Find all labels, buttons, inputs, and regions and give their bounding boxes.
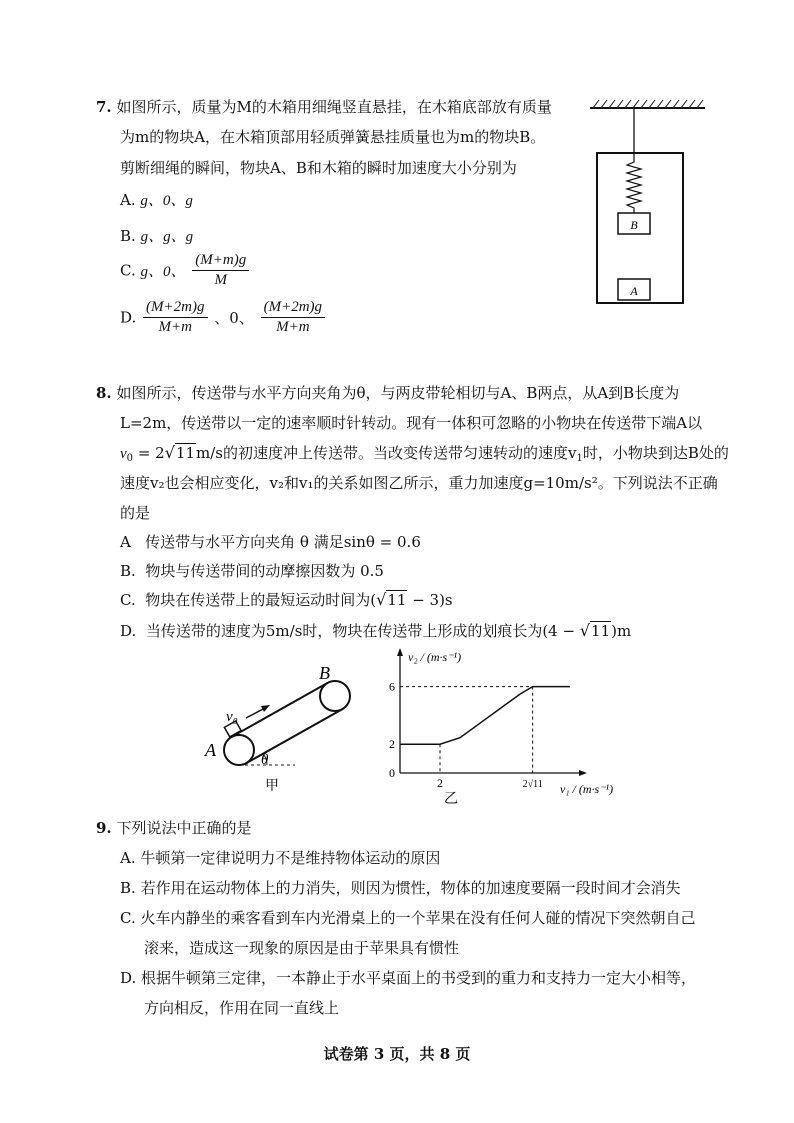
y-tick-6: 6 xyxy=(389,679,395,694)
x-axis-arrow xyxy=(579,770,587,776)
q8-option-a: A 传送带与水平方向夹角 θ 满足sinθ = 0.6 xyxy=(120,533,421,551)
caption-jia: 甲 xyxy=(265,779,279,794)
chart-axes xyxy=(397,648,587,776)
q7-stem-line2: 为m的物块A，在木箱顶部用轻质弹簧悬挂质量也为m的物块B。 xyxy=(120,128,546,146)
y-tick-2: 2 xyxy=(389,737,395,752)
wooden-box xyxy=(597,153,683,303)
q7-option-a: A. g、0、g xyxy=(120,191,193,209)
q9-option-d-line2: 方向相反，作用在同一直线上 xyxy=(144,999,340,1017)
q7-option-d-fraction-2: $\frac{(M+2m)g}{M+m}$ xyxy=(261,298,325,337)
q8-stem-line3: $v_0 = 2√11m/s$的初速度冲上传送带。当改变传送带匀速转动的速度$v_1$时，小物块到达B处的 xyxy=(120,443,729,464)
q7-line1-text: 如图所示，质量为M的木箱用细绳竖直悬挂，在木箱底部放有质量 xyxy=(116,98,552,116)
chart-labels xyxy=(389,650,613,807)
caption-yi: 乙 xyxy=(444,792,458,807)
q8-option-d: D. 当传送带的速度为5m/s时，物块在传送带上形成的划痕长为(4 − √11)m xyxy=(120,621,632,640)
q8-stem-line4: 速度v₂也会相应变化，v₂和v₁的关系如图乙所示，重力加速度g=10m/s²。下列说法不正确 xyxy=(120,474,718,492)
label-theta: θ xyxy=(261,752,269,768)
y-axis-arrow xyxy=(397,648,403,656)
q8-figure-yi-chart xyxy=(375,648,614,808)
y-tick-0: 0 xyxy=(389,766,395,780)
q7-option-d-fraction-1: $\frac{(M+2m)g}{M+m}$ xyxy=(143,298,207,337)
q9-option-d-line1: D. 根据牛顿第三定律，一本静止于水平桌面上的书受到的重力和支持力一定大小相等， xyxy=(120,969,697,987)
q8-option-c: C. 物块在传送带上的最短运动时间为(√11 − 3)s xyxy=(120,590,453,609)
q8-option-b: B. 物块与传送带间的动摩擦因数为 0.5 xyxy=(120,562,384,580)
q8-figure-jia-conveyor xyxy=(195,662,380,802)
block-b-label: B xyxy=(630,218,638,232)
q9-stem: 9. 下列说法中正确的是 xyxy=(96,819,252,837)
q9-number: 9. xyxy=(96,819,112,837)
x-axis-label: v₁ / (m·s⁻¹) xyxy=(560,782,614,796)
label-b: B xyxy=(319,663,330,683)
q8-stem-line5: 的是 xyxy=(120,504,151,522)
belt-top xyxy=(232,683,328,737)
q8-number: 8. xyxy=(96,384,112,402)
q9-option-b: B. 若作用在运动物体上的力消失，则因为惯性，物体的加速度要隔一段时间才会消失 xyxy=(120,879,681,897)
q7-stem-line1 xyxy=(96,96,552,117)
velocity-arrowhead xyxy=(261,705,270,712)
q7-number: 7. xyxy=(96,98,112,116)
page-footer: 试卷第 3 页，共 8 页 xyxy=(323,1045,471,1063)
spring xyxy=(627,153,641,213)
ceiling-hatch xyxy=(593,100,703,108)
label-a: A xyxy=(205,740,216,760)
q7-stem-line3: 剪断细绳的瞬间，物块A、B和木箱的瞬时加速度大小分别为 xyxy=(120,159,517,177)
q7-option-c-fraction: $\frac{(M+m)g}{M}$ xyxy=(192,251,249,290)
y-axis-label: v₂ / (m·s⁻¹) xyxy=(408,650,462,664)
x-tick-2sqrt11: 2√11 xyxy=(522,779,543,790)
q8-stem-line1: 8. 如图所示，传送带与水平方向夹角为θ，与两皮带轮相切与A、B两点，从A到B长度为 xyxy=(96,384,680,402)
q7-figure-hanging-box xyxy=(585,96,715,316)
block-a-label: A xyxy=(630,284,638,298)
q7-option-d: D. $\frac{(M+2m)g}{M+m}$ 、0、 $\frac{(M+2m)g}{M+m}$ xyxy=(120,298,327,337)
q9-option-c-line2: 滚来，造成这一现象的原因是由于苹果具有惯性 xyxy=(144,939,460,957)
x-tick-2: 2 xyxy=(437,776,443,790)
q9-option-a: A. 牛顿第一定律说明力不是维持物体运动的原因 xyxy=(120,849,441,867)
q9-option-c-line1: C. 火车内静坐的乘客看到车内光滑桌上的一个苹果在没有任何人碰的情况下突然朝自己 xyxy=(120,909,696,927)
chart-series-line xyxy=(400,687,570,745)
label-v0: v₀ xyxy=(226,709,238,725)
q7-option-c: C. g、0、 $\frac{(M+m)g}{M}$ xyxy=(120,251,251,290)
q7-option-b: B. g、g、g xyxy=(120,227,194,245)
q8-stem-line2: L=2m，传送带以一定的速率顺时针转动。现有一体积可忽略的小物块在传送带下端A以 xyxy=(120,414,703,432)
